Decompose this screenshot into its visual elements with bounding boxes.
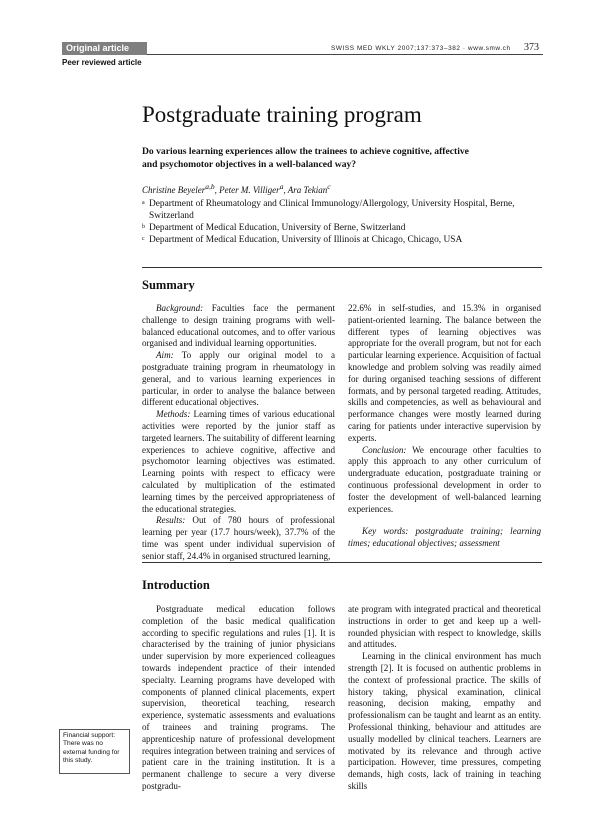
author-affil: a,b: [205, 182, 215, 191]
summary-background: Background: Faculties face the permanent challenge to design training programs with well-balanced educational outcomes, and to offer various organised and individual learning opportunities.: [142, 303, 335, 349]
section-rule: [142, 267, 542, 268]
author-name: Christine Beyeler: [142, 185, 206, 195]
summary-results: Results: Out of 780 hours of professional learning per year (17.7 hours/week), 37.7% of the time was spent under individual supervision of senior staff, 24.4% in organised structured learning,: [142, 515, 335, 561]
author-name: Ara Tekian: [287, 185, 328, 195]
article-lead: Do various learning experiences allow the trainees to achieve cognitive, affective and psychomotor objectives in a well-balanced way?: [142, 146, 469, 170]
author-name: Peter M. Villiger: [219, 185, 280, 195]
introduction-paragraph: ate program with integrated practical and theoretical instructions in order to get and keep up a well-rounded physician with respect to knowledge, skills and attitudes.: [348, 604, 541, 650]
summary-results-continued: 22.6% in self-studies, and 15.3% in organised patient-oriented learning. The balance between the different types of learning objectives was appropriate for the overall program, but not for each particular learning experience. Acquisition of factual knowledge and problem solving was readily aimed for during organised teaching sessions of different formats, and by personal targeted reading. Attitudes, skills and competencies, as well as behavioural and performance changes were mostly learned during caring for patients under interactive supervision by experts.: [348, 303, 541, 443]
summary-conclusion: Conclusion: We encourage other faculties to apply this approach to any other curriculum of undergraduate education, postgraduate training or continuous professional development in order to foster the development of well-balanced learning experiences.: [348, 444, 541, 514]
summary-methods: Methods: Learning times of various educational activities were reported by the junior staff as targeted learners. The suitability of different learning experiences to achieve cognitive, affective and psychomotor learning objectives was estimated. Learning points with respect to efficacy were calculated by multiplication of the estimated learning times by the perceived appropriateness of the educational strategies.: [142, 409, 335, 514]
affiliation-item: c Department of Medical Education, University of Illinois at Chicago, Chicago, USA: [142, 235, 463, 245]
introduction-left-column: [142, 604, 335, 793]
summary-right-column: [348, 303, 541, 550]
page-number: 373: [524, 42, 539, 53]
journal-citation: SWISS MED WKLY 2007;137:373–382 · www.smw.ch: [331, 45, 511, 52]
funding-note: Financial support: There was no external funding for this study.: [63, 732, 120, 764]
affiliations: [142, 198, 542, 246]
article-title: Postgraduate training program: [142, 102, 422, 127]
header-rule: [147, 54, 543, 55]
introduction-heading: Introduction: [142, 578, 210, 592]
section-label: Original article: [66, 43, 130, 53]
author-list: Christine Beyeler$^{a,b}$, Peter M. Villiger$^a$, Ara Tekian$^c$: [142, 182, 331, 195]
affiliation-item: a Department of Rheumatology and Clinical Immunology/Allergology, University Hospital, Berne, Switzerland: [142, 199, 515, 221]
peer-reviewed-label: Peer reviewed article: [62, 58, 142, 67]
summary-heading: Summary: [142, 278, 195, 292]
summary-aim: Aim: To apply our original model to a postgraduate training program in rheumatology in general, and to various learning experiences in particular, in order to analyse the balance between different educational objectives.: [142, 350, 335, 408]
affiliation-item: b Department of Medical Education, University of Berne, Switzerland: [142, 223, 406, 233]
author-affil: a: [279, 182, 284, 191]
summary-left-column: [142, 303, 335, 563]
introduction-paragraph: Postgraduate medical education follows completion of the basic medical qualification according to specific regulations and rules [1]. It is characterised by the training of junior physicians under supervision by more experienced colleagues towards independent practice of their intended specialty. Learning programs have developed with components of planned clinical placements, expert supervision, theoretical teaching, research experience, systematic assessments and evaluations of trainees and training programs. The apprenticeship nature of professional development requires integration between training and services of patient care in the training institution. It is a permanent challenge to secure a very diverse postgradu-: [142, 604, 335, 791]
introduction-right-column: [348, 604, 541, 793]
keywords: Key words: postgraduate training; learning times; educational objectives; assessment: [348, 526, 541, 549]
introduction-paragraph: Learning in the clinical environment has much strength [2]. It is focused on authentic problems in the context of professional practice. The skills of history taking, physical examination, clinical reasoning, decision making, empathy and professionalism can be taught and learnt as an entity. Professional thinking, behaviour and attitudes are usually modelled by clinical teachers. Learners are motivated by its relevance and through active participation. However, time pressures, competing demands, high costs, lack of training in teaching skills: [348, 651, 541, 791]
author-affil: c: [327, 182, 331, 191]
section-rule: [142, 562, 542, 563]
